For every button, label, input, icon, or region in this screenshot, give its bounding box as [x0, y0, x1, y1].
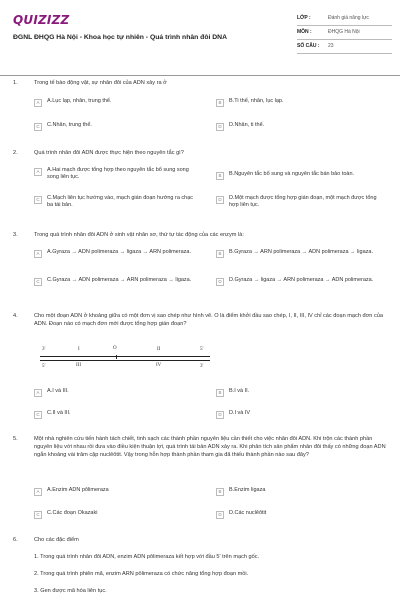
meta-value: Đánh giá năng lực — [328, 15, 369, 22]
origin-marker — [116, 355, 117, 359]
strand-end-label: 5' — [200, 347, 204, 352]
header-divider — [0, 75, 400, 76]
option-text: B.Nguyên tắc bổ sung và nguyên tắc bán bảo toàn. — [229, 171, 355, 177]
option-b[interactable] — [216, 249, 379, 263]
option-letter-box: A — [34, 168, 42, 176]
option-a[interactable] — [34, 98, 197, 112]
option-letter-box: D — [216, 411, 224, 419]
segment-label-iv: IV — [156, 363, 162, 368]
option-d[interactable] — [216, 277, 379, 291]
option-letter-box: B — [216, 488, 224, 496]
option-text: D.Một mạch được tổng hợp gián đoạn, một mạch được tổng hợp liên tục. — [229, 195, 377, 209]
option-letter-box: A — [34, 250, 42, 258]
option-b[interactable] — [216, 98, 379, 112]
option-text: D.Nhân, ti thể. — [229, 122, 265, 128]
option-text: A.I và III. — [47, 388, 69, 394]
option-text: D.Các nuclêôtit — [229, 510, 267, 516]
meta-row-count — [297, 40, 392, 54]
option-letter-box: D — [216, 278, 224, 286]
strand-end-label: 3' — [42, 347, 46, 352]
option-letter-box: C — [34, 278, 42, 286]
option-c[interactable] — [34, 122, 197, 136]
meta-key: MÔN : — [297, 29, 312, 36]
worksheet-header — [0, 0, 400, 72]
statement-item: 3. Gen được mã hóa liên tục. — [34, 588, 107, 594]
meta-row-class — [297, 12, 392, 26]
question-text: Cho một đoạn ADN ở khoảng giữa có một đơn vị sao chép như hình vẽ. O là điểm khởi đầu sao chép, I, II, III, IV chỉ các đoạn mạch đơn của ADN. Đoạn nào có mạch đơn mới được tổng hợp gián đoạn? — [34, 313, 383, 327]
question-number: 5. — [13, 436, 18, 442]
option-c[interactable] — [34, 510, 197, 524]
option-text: D.Gyraza → ligaza → ARN polimeraza → ADN polimeraza. — [229, 277, 374, 283]
option-d[interactable] — [216, 410, 379, 424]
statement-item: 2. Trong quá trình phiên mã, enzim ARN pôlimeraza có chức năng tổng hợp đoạn mồi. — [34, 571, 249, 577]
dna-replication-diagram — [40, 346, 210, 372]
option-text: B.Enzim ligaza — [229, 487, 266, 493]
option-letter-box: C — [34, 196, 42, 204]
option-letter-box: A — [34, 488, 42, 496]
strand-end-label: 3' — [200, 364, 204, 369]
question-number: 6. — [13, 537, 18, 543]
meta-row-subject — [297, 26, 392, 40]
option-letter-box: D — [216, 196, 224, 204]
option-a[interactable] — [34, 249, 197, 263]
segment-label-i: I — [78, 347, 80, 352]
quizizz-logo: QUIZIZZ — [13, 13, 70, 27]
option-letter-box: A — [34, 99, 42, 107]
option-text: C.Mạch liên tục hướng vào, mạch gián đoạn hướng ra chạc ba tái bản. — [47, 195, 194, 209]
question-text: Trong quá trình nhân đôi ADN ở sinh vật nhân sơ, thứ tự tác động của các enzym là: — [34, 232, 244, 238]
option-letter-box: B — [216, 250, 224, 258]
option-letter-box: B — [216, 99, 224, 107]
option-b[interactable] — [216, 388, 379, 402]
option-a[interactable] — [34, 487, 197, 501]
option-letter-box: D — [216, 511, 224, 519]
option-letter-box: B — [216, 172, 224, 180]
segment-label-iii: III — [76, 363, 81, 368]
meta-key: LỚP : — [297, 15, 311, 22]
question-number: 1. — [13, 80, 18, 86]
option-text: C.Các đoạn Okazaki — [47, 510, 98, 516]
question-text: Một nhà nghiên cứu tiến hành tách chiết, tinh sạch các thành phần nguyên liệu cần thiết cho việc nhân đôi ADN. Khi trộn các thành phần nguyên liệu với nhau rồi đưa vào điều kiện thuận lợi, quá trình tái bản ADN xảy ra. Khi phân tích sản phẩm nhân đôi thấy có những đoạn ADN ngắn khoảng vài trăm cặp nuclêôtit. Vậy trong hỗn hợp thành phần tham gia đã thiếu thành phần nào sau đây? — [34, 436, 386, 458]
statement-item: 1. Trong quá trình nhân đôi ADN, enzim ADN pôlimeraza kết hợp với đầu 5' trên mạch gốc. — [34, 554, 260, 560]
option-text: C.II và III. — [47, 410, 71, 416]
option-letter-box: C — [34, 123, 42, 131]
option-c[interactable] — [34, 410, 197, 424]
option-a[interactable] — [34, 167, 197, 181]
option-b[interactable] — [216, 171, 379, 185]
question-text: Trong tế bào động vật, sự nhân đôi của ADN xảy ra ở — [34, 80, 167, 86]
option-text: B.I và II. — [229, 388, 250, 394]
option-text: A.Gyraza → ADN polimeraza → ligaza → ARN polimeraza. — [47, 249, 191, 255]
meta-key: SỐ CÂU : — [297, 43, 320, 50]
option-text: A.Hai mạch được tổng hợp theo nguyên tắc bổ sung song song liên tục. — [47, 167, 189, 181]
question-text: Cho các đặc điểm — [34, 537, 79, 543]
option-letter-box: B — [216, 389, 224, 397]
option-d[interactable] — [216, 122, 379, 136]
option-b[interactable] — [216, 487, 379, 501]
option-text: D.I và IV — [229, 410, 251, 416]
option-text: C.Nhân, trung thể. — [47, 122, 92, 128]
option-a[interactable] — [34, 388, 197, 402]
option-c[interactable] — [34, 195, 197, 209]
page-title: ĐGNL ĐHQG Hà Nội - Khoa học tự nhiên - Quá trình nhân đôi DNA — [13, 34, 227, 41]
question-number: 3. — [13, 232, 18, 238]
option-d[interactable] — [216, 195, 379, 209]
meta-value: ĐHQG Hà Nội — [328, 29, 360, 36]
option-letter-box: D — [216, 123, 224, 131]
dna-strand-top — [40, 356, 210, 357]
option-text: B.Gyraza → ARN polimeraza → ADN polimeraza → ligaza. — [229, 249, 373, 255]
question-number: 2. — [13, 150, 18, 156]
segment-label-ii: II — [157, 347, 161, 352]
dna-strand-bottom — [40, 360, 210, 361]
option-letter-box: C — [34, 511, 42, 519]
option-c[interactable] — [34, 277, 197, 291]
option-d[interactable] — [216, 510, 379, 524]
option-text: A.Enzim ADN pôlimeraza — [47, 487, 109, 493]
meta-table — [297, 12, 392, 54]
origin-label: O — [113, 346, 117, 351]
question-text: Quá trình nhân đôi ADN được thực hiện theo nguyên tắc gì? — [34, 150, 184, 156]
option-letter-box: A — [34, 389, 42, 397]
strand-end-label: 5' — [42, 364, 46, 369]
option-letter-box: C — [34, 411, 42, 419]
meta-value: 23 — [328, 43, 334, 50]
option-text: A.Lục lạp, nhân, trung thể. — [47, 98, 112, 104]
question-number: 4. — [13, 313, 18, 319]
option-text: C.Gyraza → ADN polimeraza → ARN polimeraza → ligaza. — [47, 277, 192, 283]
option-text: B.Ti thể, nhân, lục lạp. — [229, 98, 284, 104]
